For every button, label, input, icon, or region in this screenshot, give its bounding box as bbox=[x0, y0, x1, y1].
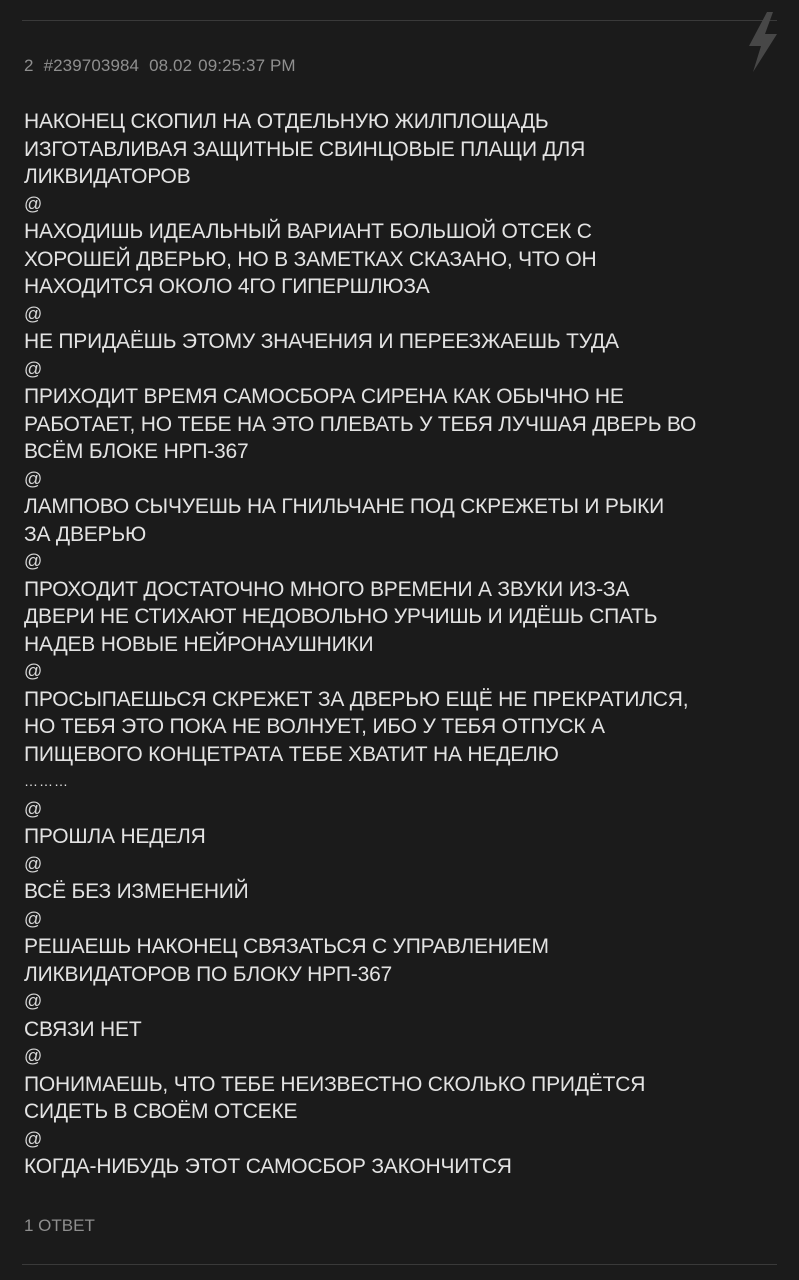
post-line: ПРОШЛА НЕДЕЛЯ bbox=[24, 825, 206, 848]
post-line: НАХОДИШЬ ИДЕАЛЬНЫЙ ВАРИАНТ БОЛЬШОЙ ОТСЕК С bbox=[24, 220, 592, 243]
post-line: НАКОНЕЦ СКОПИЛ НА ОТДЕЛЬНУЮ ЖИЛПЛОЩАДЬ bbox=[24, 110, 549, 133]
post-line: ……… bbox=[24, 773, 69, 789]
post-separator: @ bbox=[24, 661, 43, 681]
post-line: ПОНИМАЕШЬ, ЧТО ТЕБЕ НЕИЗВЕСТНО СКОЛЬКО ПРИДЁТСЯ bbox=[24, 1072, 646, 1096]
post-line: ЛАМПОВО СЫЧУЕШЬ НА ГНИЛЬЧАНЕ ПОД СКРЕЖЕТЫ И РЫКИ bbox=[24, 495, 665, 518]
post-separator: @ bbox=[24, 1128, 43, 1149]
post-header bbox=[24, 56, 296, 76]
post-line: ПИЩЕВОГО КОНЦЕТРАТА ТЕБЕ ХВАТИТ НА НЕДЕЛЮ bbox=[24, 742, 559, 766]
post-line: ПРОХОДИТ ДОСТАТОЧНО МНОГО ВРЕМЕНИ А ЗВУКИ ИЗ-ЗА bbox=[24, 577, 630, 601]
post-line: СВЯЗИ НЕТ bbox=[24, 1017, 142, 1041]
post-separator: @ bbox=[24, 468, 43, 489]
post-line: ВСЁ БЕЗ ИЗМЕНЕНИЙ bbox=[24, 880, 249, 903]
post-line: ЛИКВИДАТОРОВ ПО БЛОКУ НРП-367 bbox=[24, 962, 393, 986]
post-separator: @ bbox=[24, 1046, 43, 1066]
post-line: ЗА ДВЕРЬЮ bbox=[24, 522, 146, 546]
top-divider bbox=[22, 20, 777, 21]
post-line: СИДЕТЬ В СВОЁМ ОТСЕКЕ bbox=[24, 1100, 298, 1123]
post-time: 09:25:37 PM bbox=[198, 56, 296, 75]
post-separator: @ bbox=[24, 798, 43, 819]
post-line: ВСЁМ БЛОКЕ НРП-367 bbox=[24, 440, 249, 463]
post-line: ХОРОШЕЙ ДВЕРЬЮ, НО В ЗАМЕТКАХ СКАЗАНО, ЧТО ОН bbox=[24, 247, 597, 271]
post-separator: @ bbox=[24, 303, 43, 324]
post-separator: @ bbox=[24, 991, 43, 1011]
post-id-link[interactable]: #239703984 bbox=[43, 56, 140, 75]
post-line: ДВЕРИ НЕ СТИХАЮТ НЕДОВОЛЬНО УРЧИШЬ И ИДЁШЬ СПАТЬ bbox=[24, 605, 658, 628]
replies-link[interactable]: 1 ОТВЕТ bbox=[24, 1216, 95, 1235]
post-separator: @ bbox=[24, 908, 43, 929]
post-index: 2 bbox=[24, 56, 34, 75]
post-line: ПРИХОДИТ ВРЕМЯ САМОСБОРА СИРЕНА КАК ОБЫЧНО НЕ bbox=[24, 385, 624, 408]
post-separator: @ bbox=[24, 193, 43, 214]
post-body bbox=[24, 108, 784, 1181]
post-line: ИЗГОТАВЛИВАЯ ЗАЩИТНЫЕ СВИНЦОВЫЕ ПЛАЩИ ДЛЯ bbox=[24, 137, 586, 161]
post-separator: @ bbox=[24, 551, 43, 571]
post-line: НЕ ПРИДАЁШЬ ЭТОМУ ЗНАЧЕНИЯ И ПЕРЕЕЗЖАЕШЬ ТУДА bbox=[24, 330, 619, 353]
post-separator: @ bbox=[24, 853, 43, 874]
post-line: КОГДА-НИБУДЬ ЭТОТ САМОСБОР ЗАКОНЧИТСЯ bbox=[24, 1155, 512, 1178]
post-line: НАДЕВ НОВЫЕ НЕЙРОНАУШНИКИ bbox=[24, 632, 374, 656]
post-line: НО ТЕБЯ ЭТО ПОКА НЕ ВОЛНУЕТ, ИБО У ТЕБЯ ОТПУСК А bbox=[24, 715, 605, 738]
lightning-bolt-icon bbox=[743, 10, 783, 74]
post-date: 08.02 bbox=[149, 56, 193, 75]
post-line: ЛИКВИДАТОРОВ bbox=[24, 165, 191, 188]
post-line: ПРОСЫПАЕШЬСЯ СКРЕЖЕТ ЗА ДВЕРЬЮ ЕЩЁ НЕ ПРЕКРАТИЛСЯ, bbox=[24, 687, 689, 711]
post-line: РЕШАЕШЬ НАКОНЕЦ СВЯЗАТЬСЯ С УПРАВЛЕНИЕМ bbox=[24, 935, 549, 958]
post-line: НАХОДИТСЯ ОКОЛО 4ГО ГИПЕРШЛЮЗА bbox=[24, 275, 430, 298]
bottom-divider bbox=[22, 1264, 777, 1265]
post-line: РАБОТАЕТ, НО ТЕБЕ НА ЭТО ПЛЕВАТЬ У ТЕБЯ ЛУЧШАЯ ДВЕРЬ ВО bbox=[24, 412, 697, 436]
post-separator: @ bbox=[24, 358, 43, 379]
